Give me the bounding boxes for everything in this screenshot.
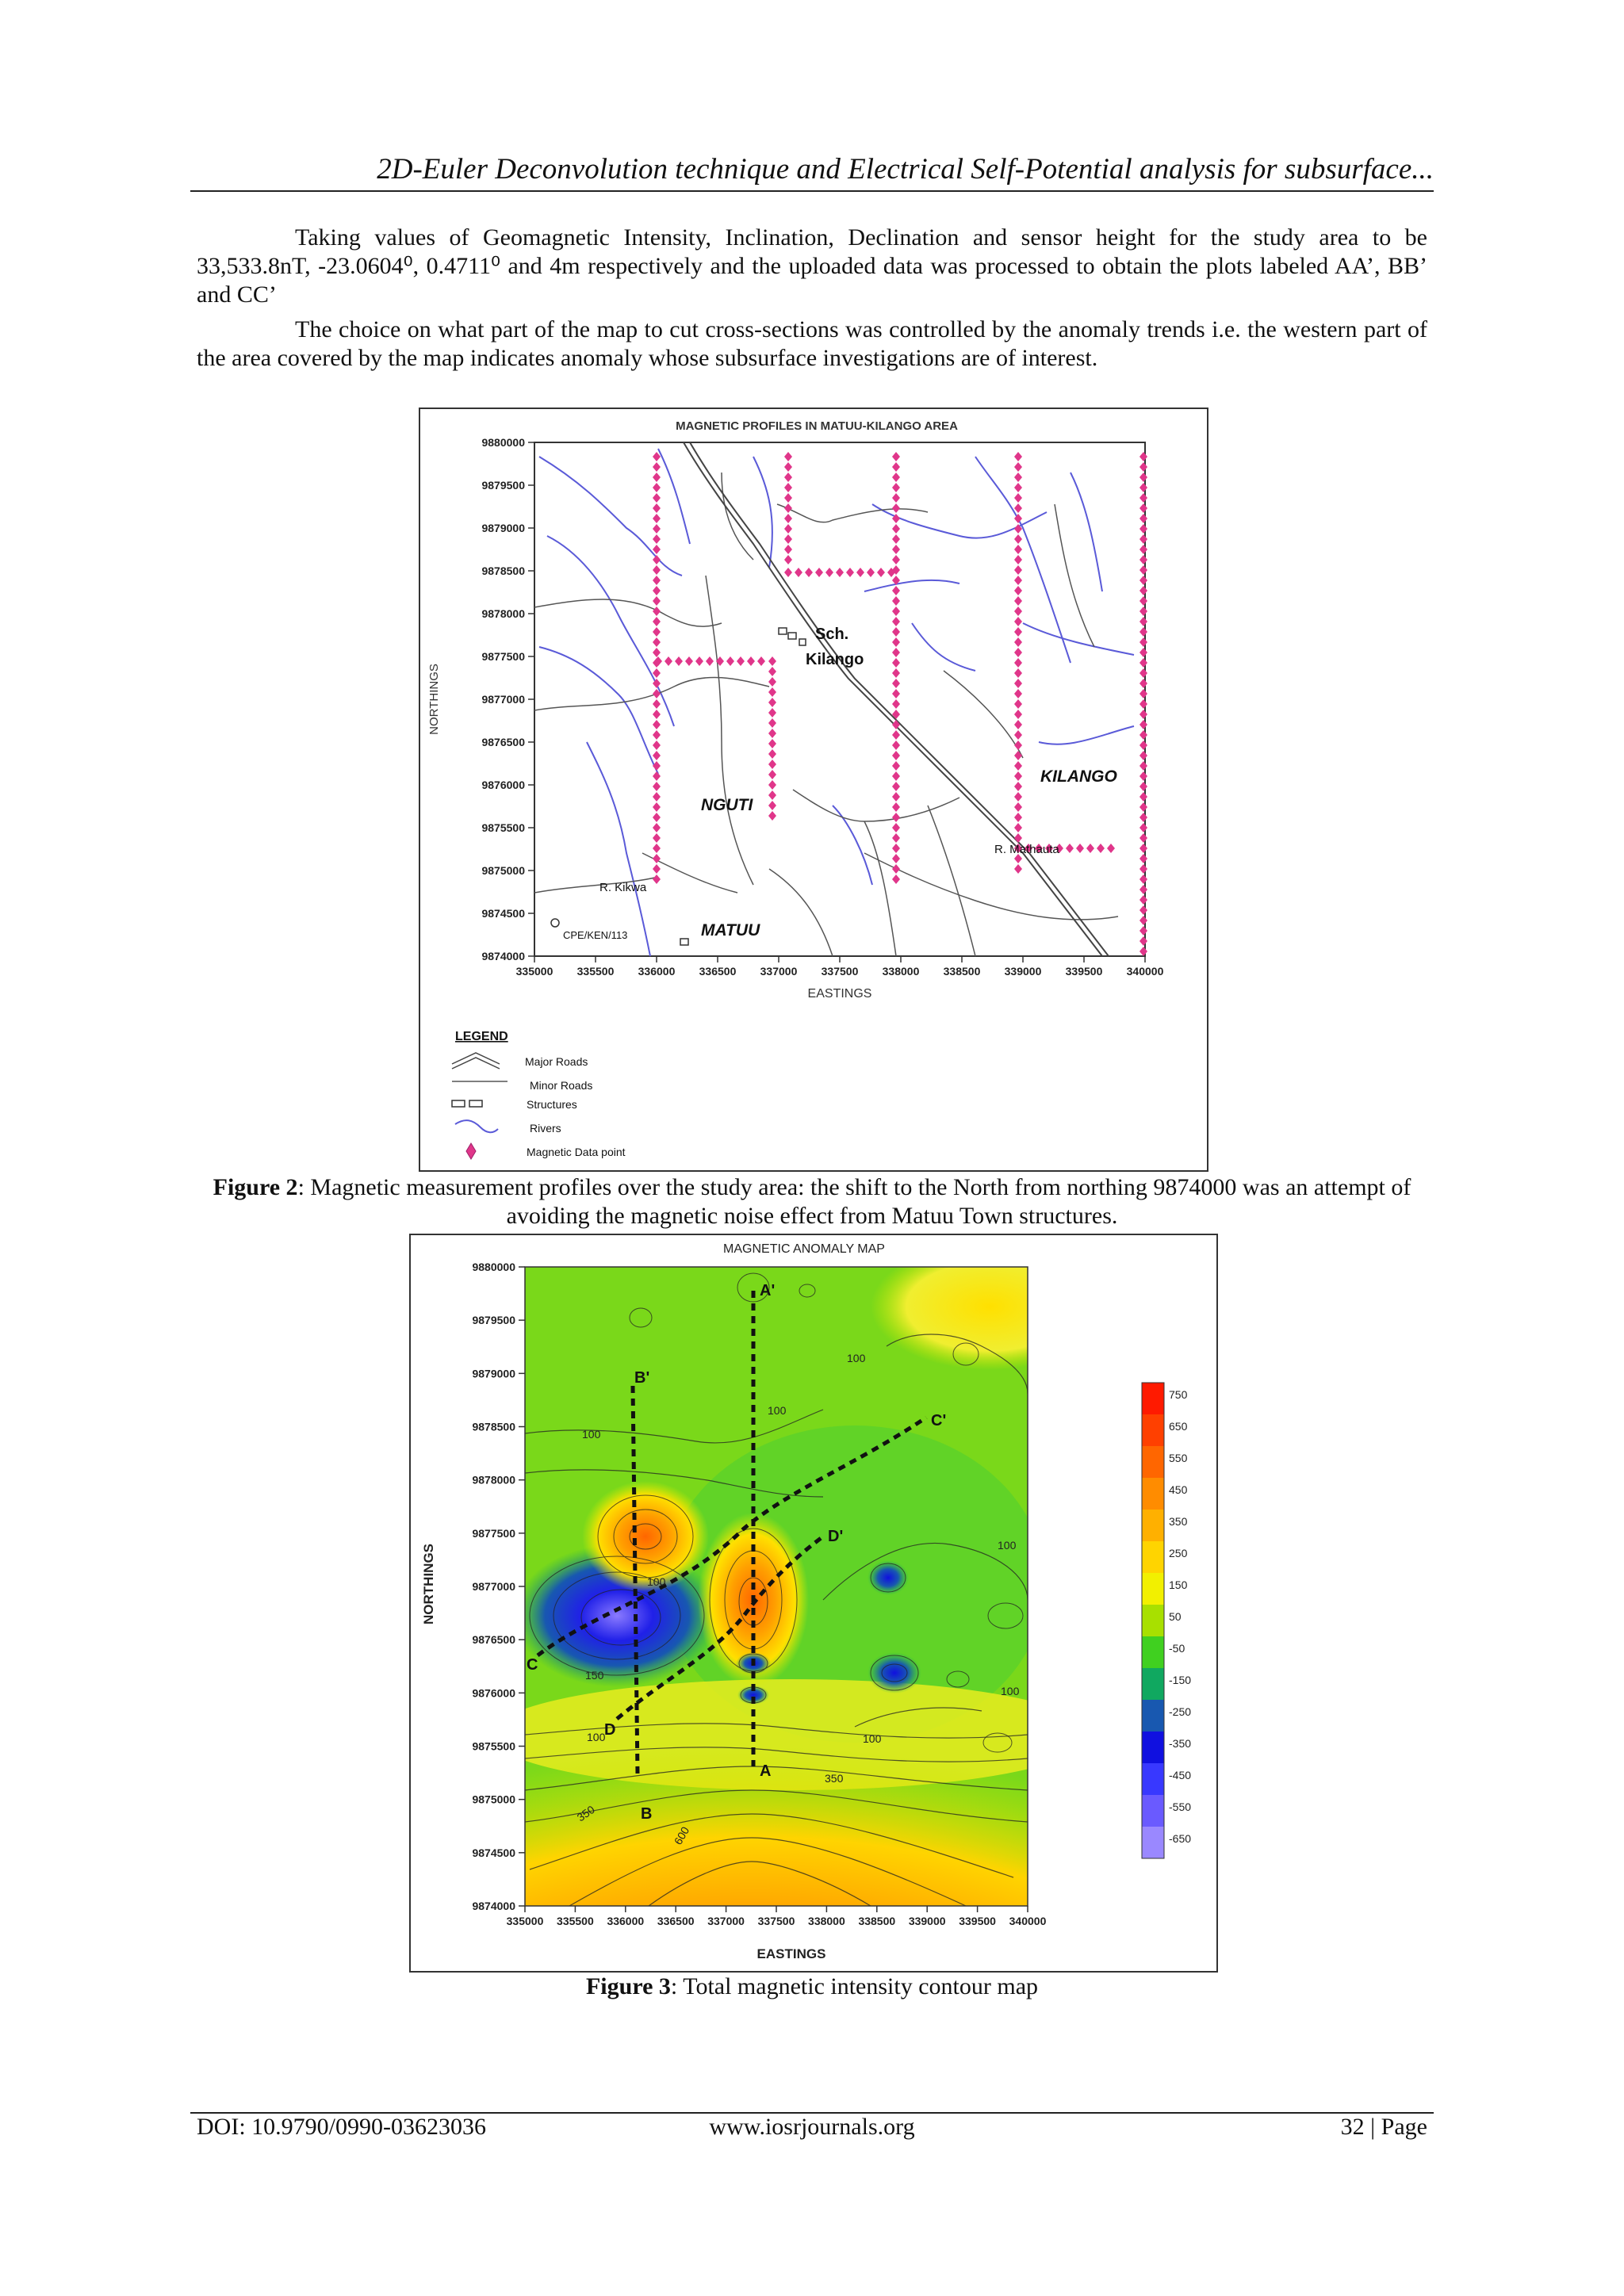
- contour-value-label: 100: [998, 1539, 1017, 1552]
- colorbar-segment: [1142, 1510, 1164, 1541]
- fig2-plot-area: [534, 442, 1145, 956]
- header-rule: [190, 190, 1434, 192]
- legend-item: Structures: [527, 1098, 577, 1111]
- page-header-title: 2D-Euler Deconvolution technique and Electrical Self-Potential analysis for subsurface...: [377, 153, 1434, 186]
- contour-value-label: 350: [574, 1802, 597, 1824]
- colorbar-label: 350: [1169, 1515, 1188, 1528]
- figure-3-caption: [197, 1973, 1427, 2001]
- fig2-label-matuu: MATUU: [701, 921, 760, 939]
- y-tick-label: 9877000: [472, 1580, 515, 1593]
- x-tick-label: 338000: [808, 1915, 845, 1927]
- label-a: A: [760, 1762, 772, 1780]
- x-tick-label: 340000: [1126, 965, 1164, 978]
- contour-value-label: 100: [587, 1731, 606, 1743]
- y-tick-label: 9874500: [481, 907, 525, 920]
- contour-value-label: 100: [768, 1404, 787, 1417]
- y-tick-label: 9877500: [481, 650, 525, 663]
- contour-value-label: 100: [647, 1575, 666, 1588]
- fig2-x-axis-label: EASTINGS: [807, 987, 872, 1001]
- y-tick-label: 9878000: [481, 607, 525, 620]
- figure-3-caption-text: : Total magnetic intensity contour map: [670, 1973, 1039, 1999]
- y-tick-label: 9876500: [481, 736, 525, 748]
- colorbar-segment: [1142, 1414, 1164, 1446]
- figure-3-caption-label: Figure 3: [585, 1973, 671, 1999]
- figure-3-svg: [411, 1235, 1216, 1971]
- colorbar-label: 150: [1169, 1578, 1188, 1591]
- label-d-prime: D': [828, 1528, 844, 1545]
- fig3-y-axis-label: NORTHINGS: [421, 1544, 436, 1624]
- fig2-x-ticks: [516, 956, 1164, 978]
- x-tick-label: 335500: [557, 1915, 594, 1927]
- x-tick-label: 337000: [760, 965, 798, 978]
- figure-2-frame: [419, 408, 1208, 1172]
- y-tick-label: 9875000: [481, 864, 525, 877]
- x-tick-label: 338500: [943, 965, 981, 978]
- fig2-label-kilango-school: Kilango: [806, 651, 864, 668]
- label-b: B: [641, 1805, 653, 1823]
- label-c-prime: C': [931, 1412, 947, 1429]
- figure-3-frame: [409, 1234, 1218, 1973]
- fig2-legend: [452, 1030, 626, 1159]
- field-red-core: [411, 1695, 1164, 1971]
- colorbar-segment: [1142, 1795, 1164, 1827]
- x-tick-label: 336500: [699, 965, 737, 978]
- fig3-x-axis-label: EASTINGS: [756, 1946, 826, 1961]
- colorbar-label: -350: [1169, 1737, 1192, 1750]
- colorbar-label: -250: [1169, 1705, 1192, 1718]
- legend-item: Rivers: [530, 1122, 561, 1135]
- structures-legend-icon: [469, 1100, 482, 1107]
- label-b-prime: B': [634, 1369, 650, 1387]
- y-tick-label: 9874000: [472, 1900, 515, 1912]
- y-tick-label: 9880000: [481, 436, 525, 449]
- x-tick-label: 335000: [506, 1915, 544, 1927]
- y-tick-label: 9875000: [472, 1793, 515, 1806]
- legend-item: Major Roads: [525, 1055, 588, 1068]
- colorbar-label: 450: [1169, 1483, 1188, 1496]
- field-dot-1: [868, 1652, 921, 1693]
- colorbar-segment: [1142, 1605, 1164, 1636]
- colorbar-segment: [1142, 1573, 1164, 1605]
- major-roads-legend-icon: [452, 1053, 500, 1069]
- x-tick-label: 339000: [908, 1915, 946, 1927]
- x-tick-label: 337500: [821, 965, 859, 978]
- y-tick-label: 9879000: [472, 1367, 515, 1380]
- x-tick-label: 336000: [638, 965, 676, 978]
- body-paragraph-2: The choice on what part of the map to cut cross-sections was controlled by the anomaly trends i.e. the western part of the area covered by the map indicates anomaly whose subsurface investigations are of interest.: [197, 316, 1427, 371]
- contour-value-label: 600: [671, 1824, 692, 1847]
- x-tick-label: 336500: [657, 1915, 695, 1927]
- y-tick-label: 9880000: [472, 1261, 515, 1273]
- x-tick-label: 340000: [1009, 1915, 1047, 1927]
- colorbar-segment: [1142, 1827, 1164, 1858]
- y-tick-label: 9876500: [472, 1633, 515, 1647]
- y-tick-label: 9878500: [472, 1420, 515, 1433]
- field-yellow-ne: [871, 1243, 1109, 1370]
- colorbar-segment: [1142, 1478, 1164, 1510]
- y-tick-label: 9877500: [472, 1526, 515, 1540]
- fig2-label-mathauta: R. Mathauta: [994, 843, 1059, 856]
- colorbar-label: 250: [1169, 1547, 1188, 1559]
- y-tick-label: 9878500: [481, 564, 525, 577]
- label-a-prime: A': [760, 1282, 776, 1299]
- fig3-contour-field: [411, 1243, 1164, 1971]
- x-tick-label: 339000: [1004, 965, 1042, 978]
- colorbar-label: 750: [1169, 1388, 1188, 1401]
- label-d: D: [604, 1721, 616, 1739]
- colorbar-segment: [1142, 1732, 1164, 1763]
- x-tick-label: 338000: [882, 965, 920, 978]
- field-orange-b: [582, 1481, 709, 1592]
- fig3-y-ticks: [472, 1261, 525, 1912]
- y-tick-label: 9876000: [472, 1686, 515, 1700]
- fig3-colorbar: [1142, 1383, 1191, 1858]
- colorbar-label: -150: [1169, 1674, 1192, 1686]
- colorbar-label: 50: [1169, 1610, 1182, 1623]
- fig2-y-ticks: [481, 436, 534, 962]
- contour-value-label: 100: [847, 1352, 866, 1364]
- structures-legend-icon: [452, 1100, 465, 1107]
- contour-value-label: 350: [825, 1772, 844, 1785]
- colorbar-label: -50: [1169, 1642, 1185, 1655]
- colorbar-segment: [1142, 1446, 1164, 1478]
- colorbar-label: -450: [1169, 1769, 1192, 1781]
- y-tick-label: 9878000: [472, 1473, 515, 1487]
- colorbar-segment: [1142, 1763, 1164, 1795]
- y-tick-label: 9879500: [472, 1314, 515, 1327]
- colorbar-label: 550: [1169, 1452, 1188, 1464]
- figure-2-caption-text: : Magnetic measurement profiles over the study area: the shift to the North from northing 9874000 was an attempt of avoiding the magnetic noise effect from Matuu Town structures.: [297, 1174, 1411, 1229]
- colorbar-segment: [1142, 1541, 1164, 1573]
- rivers-legend-icon: [455, 1120, 498, 1132]
- x-tick-label: 337000: [707, 1915, 745, 1927]
- fig2-title: MAGNETIC PROFILES IN MATUU-KILANGO AREA: [676, 419, 958, 433]
- colorbar-label: -550: [1169, 1800, 1192, 1813]
- contour-value-label: 100: [582, 1428, 601, 1441]
- colorbar-label: -650: [1169, 1832, 1192, 1845]
- y-tick-label: 9879000: [481, 522, 525, 534]
- x-tick-label: 335500: [576, 965, 615, 978]
- footer-page: 32 | Page: [1340, 2114, 1427, 2140]
- colorbar-segment: [1142, 1636, 1164, 1668]
- y-tick-label: 9876000: [481, 779, 525, 791]
- x-tick-label: 338500: [858, 1915, 896, 1927]
- contour-value-label: 100: [1001, 1685, 1020, 1697]
- data-point-legend-icon: [466, 1143, 476, 1159]
- fig3-x-ticks: [507, 1906, 1047, 1927]
- y-tick-label: 9879500: [481, 479, 525, 492]
- label-c: C: [527, 1656, 538, 1674]
- footer-site: www.iosrjournals.org: [709, 2114, 915, 2140]
- x-tick-label: 335000: [515, 965, 553, 978]
- field-dot-2: [868, 1560, 909, 1595]
- figure-2-svg: [420, 409, 1207, 1170]
- x-tick-label: 339500: [959, 1915, 996, 1927]
- figure-2-caption-label: Figure 2: [213, 1174, 298, 1200]
- legend-item: Minor Roads: [530, 1079, 593, 1092]
- fig2-y-axis-label: NORTHINGS: [427, 664, 441, 735]
- colorbar-segment: [1142, 1668, 1164, 1700]
- x-tick-label: 336000: [607, 1915, 645, 1927]
- fig2-label-sch: Sch.: [815, 626, 849, 643]
- y-tick-label: 9874000: [481, 950, 525, 962]
- body-paragraph-1: Taking values of Geomagnetic Intensity, Inclination, Declination and sensor height for the study area to be 33,533.8nT, -23.0604⁰, 0.4711⁰ and 4m respectively and the uploaded data was processed to obtain the plots labeled AA’, BB’ and CC’: [197, 224, 1427, 308]
- y-tick-label: 9875500: [481, 821, 525, 834]
- fig2-label-nguti: NGUTI: [701, 796, 753, 814]
- x-tick-label: 339500: [1065, 965, 1103, 978]
- colorbar-segment: [1142, 1700, 1164, 1732]
- colorbar-segment: [1142, 1383, 1164, 1414]
- y-tick-label: 9874500: [472, 1846, 515, 1859]
- fig2-label-kikwa: R. Kikwa: [599, 881, 647, 894]
- figure-2-caption: [197, 1173, 1427, 1230]
- fig3-title: MAGNETIC ANOMALY MAP: [723, 1242, 885, 1256]
- contour-value-label: 150: [585, 1669, 604, 1682]
- fig2-label-kilango: KILANGO: [1040, 767, 1117, 786]
- legend-item: Magnetic Data point: [527, 1146, 626, 1158]
- colorbar-label: 650: [1169, 1420, 1188, 1433]
- fig2-label-cpe: CPE/KEN/113: [563, 929, 628, 941]
- legend-title: LEGEND: [455, 1030, 508, 1043]
- footer-doi: DOI: 10.9790/0990-03623036: [197, 2114, 486, 2140]
- y-tick-label: 9877000: [481, 693, 525, 706]
- y-tick-label: 9875500: [472, 1739, 515, 1753]
- contour-value-label: 100: [863, 1732, 882, 1745]
- x-tick-label: 337500: [757, 1915, 795, 1927]
